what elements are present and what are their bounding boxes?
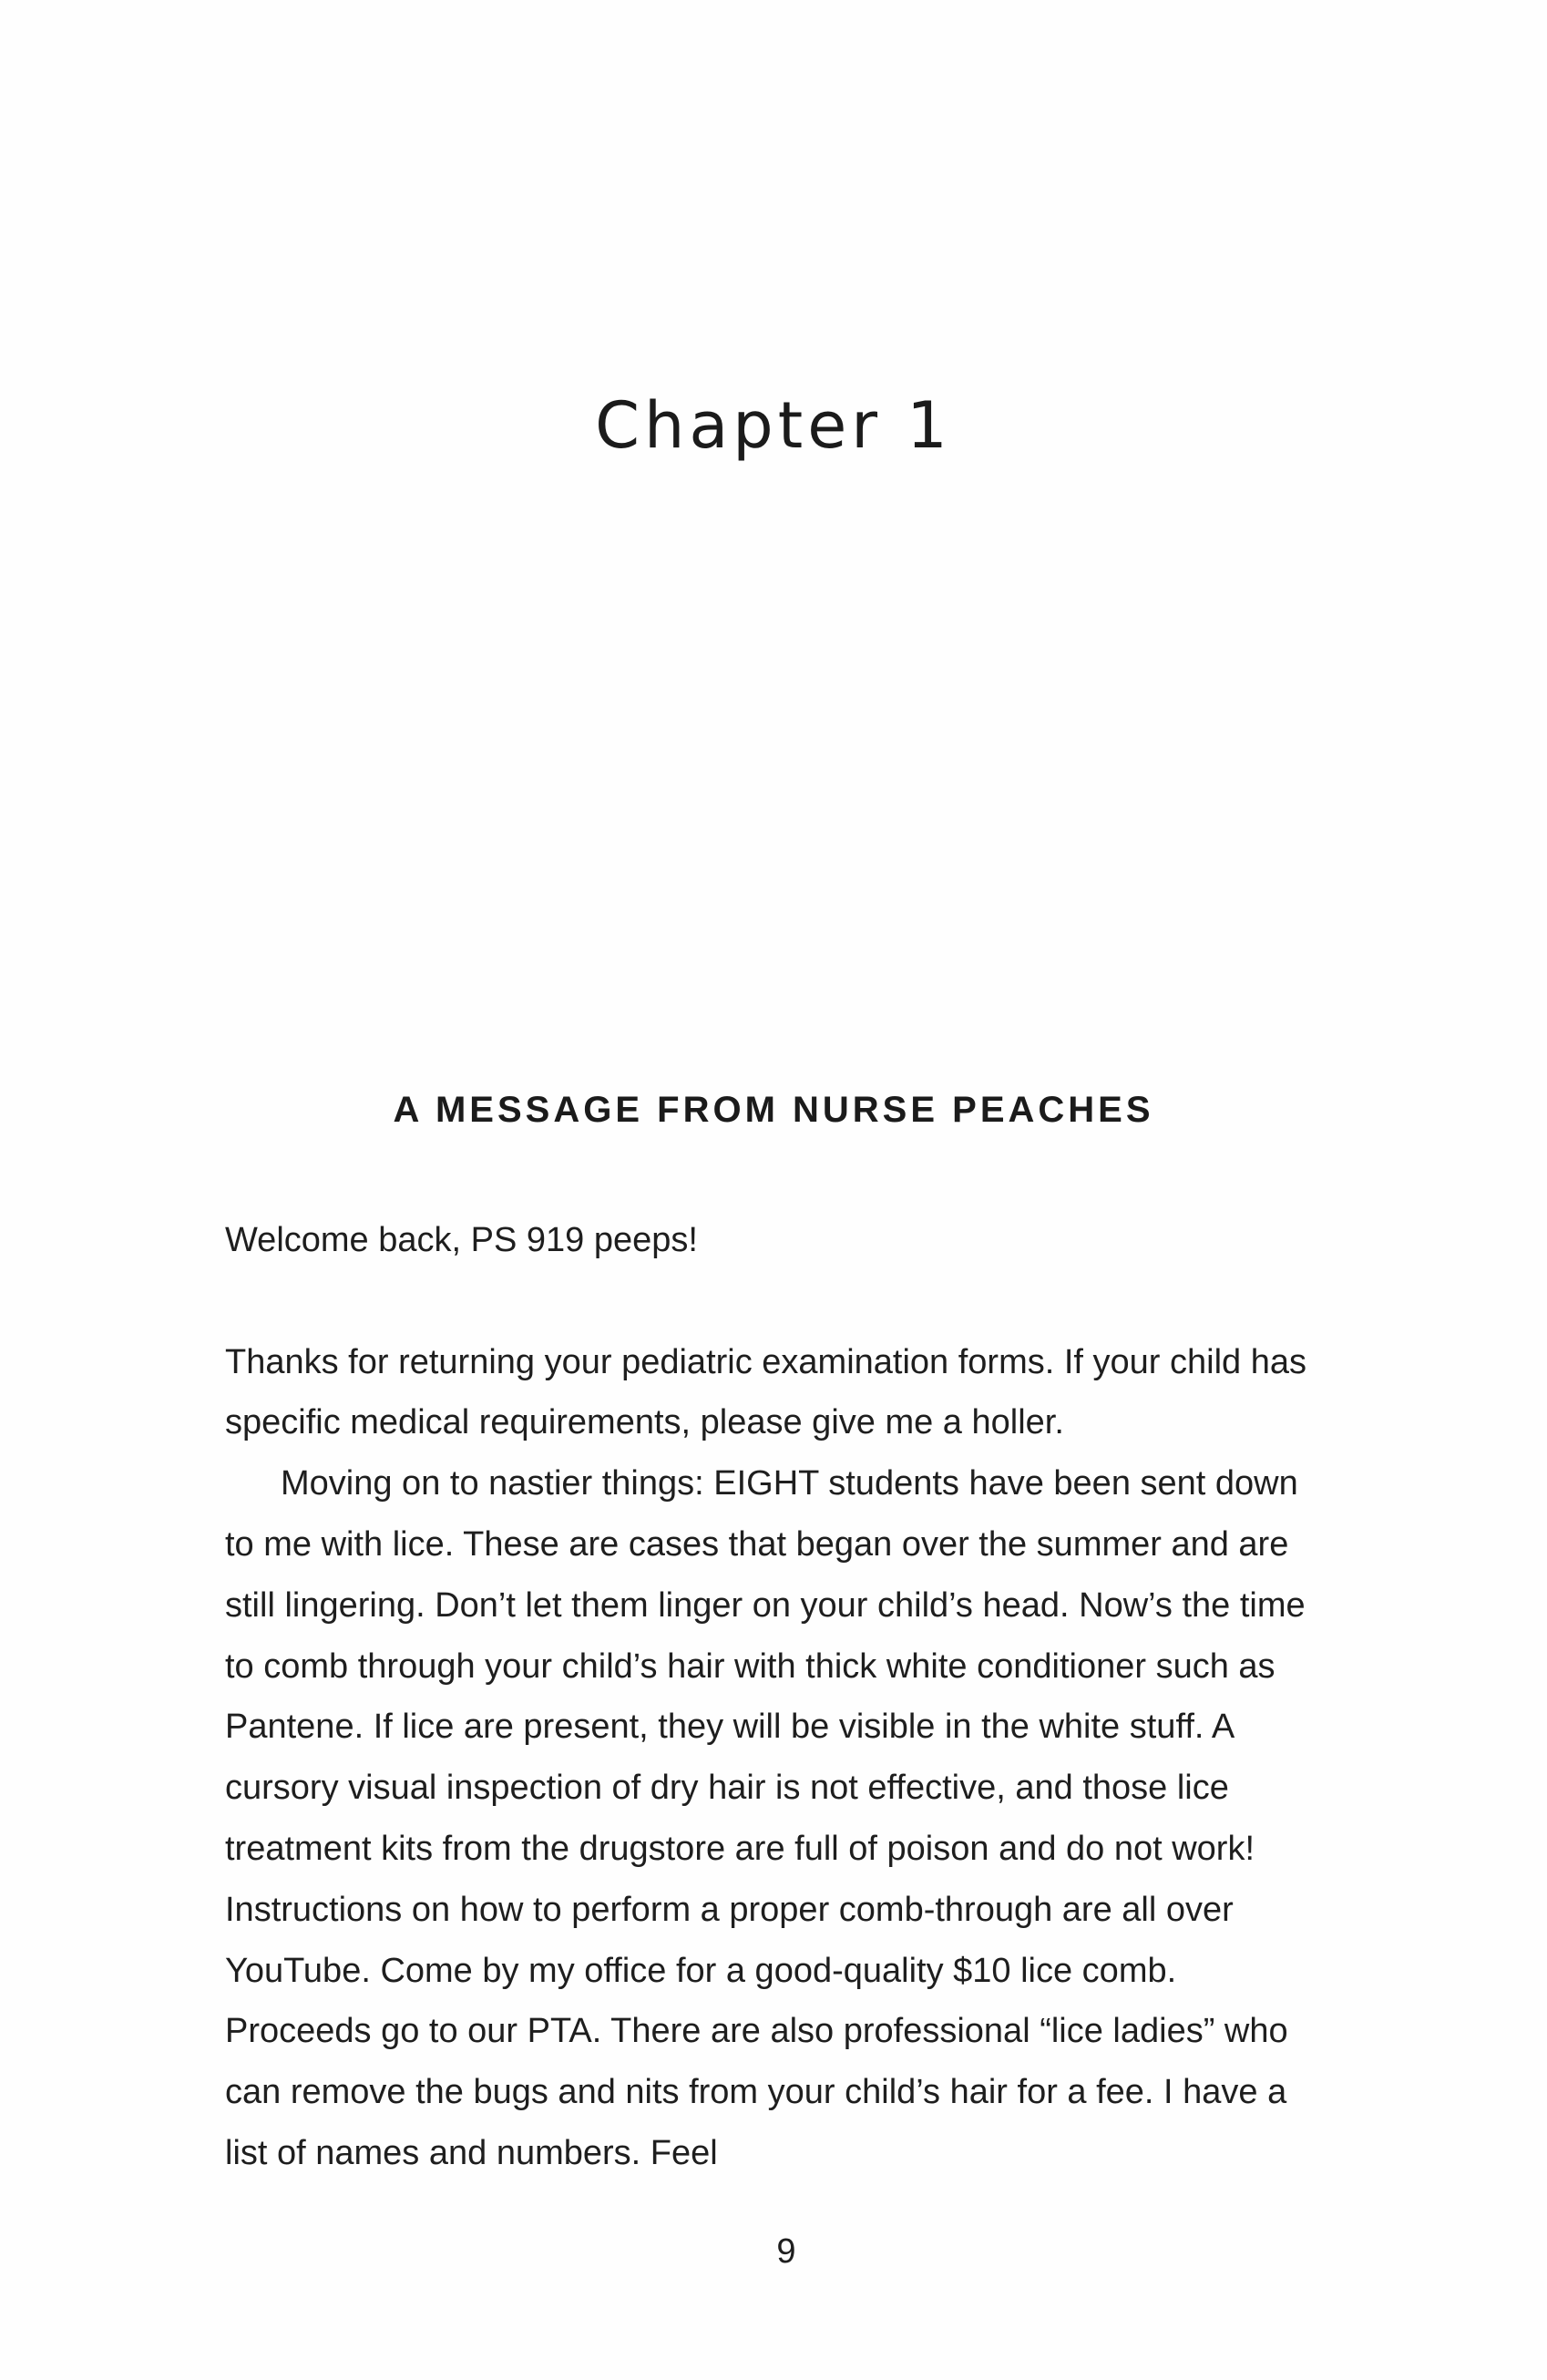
page-number: 9 <box>776 2232 796 2271</box>
section-heading: A MESSAGE FROM NURSE PEACHES <box>393 1090 1154 1130</box>
body-text <box>225 1210 1323 2184</box>
chapter-title: Chapter 1 <box>595 388 952 463</box>
paragraph-forms: Thanks for returning your pediatric examination forms. If your child has specific medical requirements, please give me a holler. <box>225 1342 1306 1442</box>
paragraph-lice: Moving on to nastier things: EIGHT students have been sent down to me with lice. These are cases that began over the summer and are still lingering. Don’t let them linger on your child’s head. Now’s the time to comb through your child’s hair with thick white conditioner such as Pantene. If lice are present, they will be visible in the white stuff. A cursory visual inspection of dry hair is not effective, and those lice treatment kits from the drugstore are full of poison and do not work! Instructions on how to perform a proper comb-through are all over YouTube. Come by my office for a good-quality $10 lice comb. Proceeds go to our PTA. There are also professional “lice ladies” who can remove the bugs and nits from your child’s hair for a fee. I have a list of names and numbers. Feel <box>225 1464 1306 2172</box>
greeting-line: Welcome back, PS 919 peeps! <box>225 1221 698 1259</box>
